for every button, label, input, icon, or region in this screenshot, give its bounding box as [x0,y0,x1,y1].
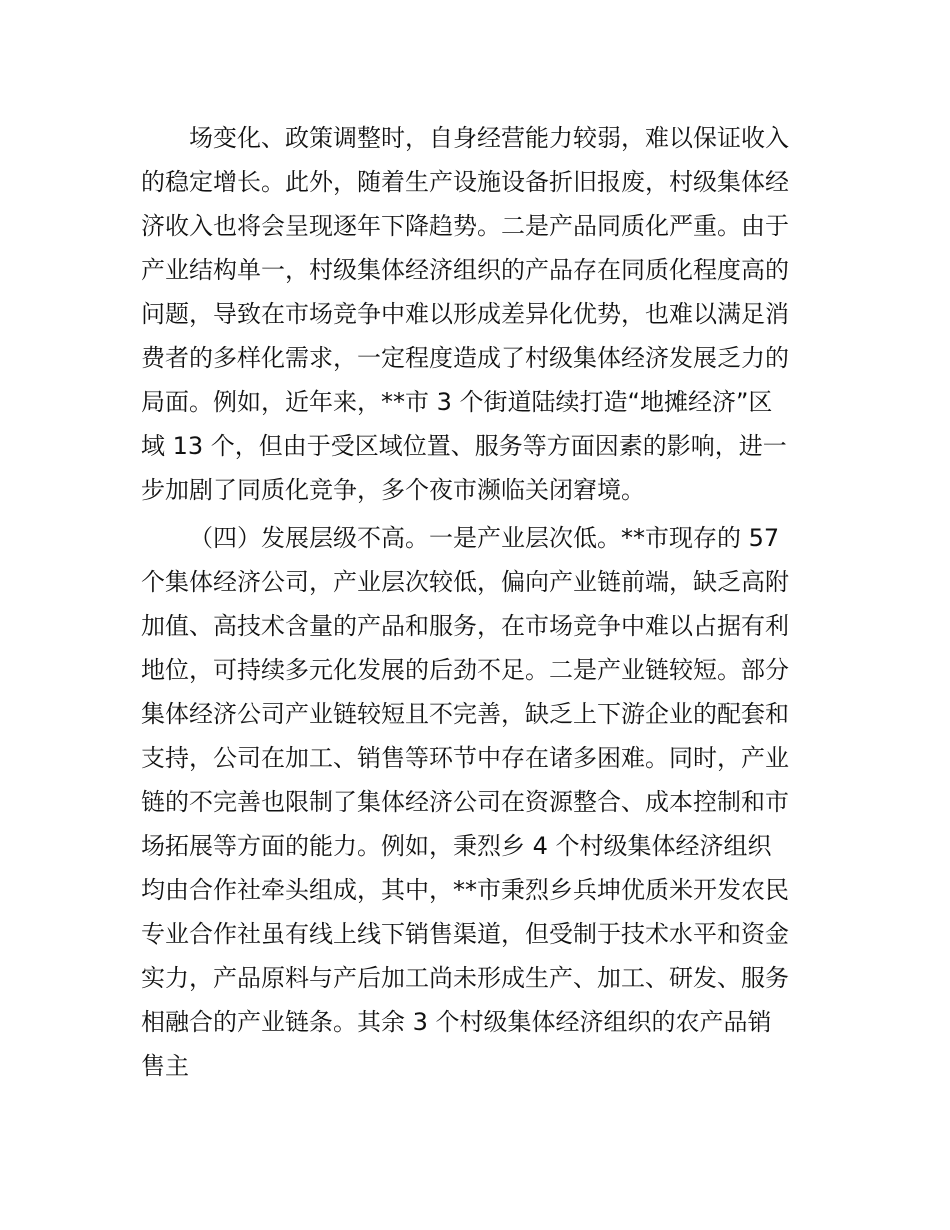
text-line: 场拓展等方面的能力。例如，秉烈乡 4 个村级集体经济组织 [141,832,772,860]
text-line: 售主 [141,1052,189,1080]
text-line: 费者的多样化需求，一定程度造成了村级集体经济发展乏力的 [141,344,789,372]
text-line: 的稳定增长。此外，随着生产设施设备折旧报废，村级集体经 [141,168,789,196]
text-line: 场变化、政策调整时，自身经营能力较弱，难以保证收入 [189,124,789,152]
paragraph-collective-economy-income [141,116,813,512]
text-line: 济收入也将会呈现逐年下降趋势。二是产品同质化严重。由于 [141,212,789,240]
paragraph-development-level [141,516,813,1088]
text-line: 支持，公司在加工、销售等环节中存在诸多困难。同时，产业 [141,744,789,772]
text-line: 链的不完善也限制了集体经济公司在资源整合、成本控制和市 [141,788,789,816]
text-line: 专业合作社虽有线上线下销售渠道，但受制于技术水平和资金 [141,920,789,948]
text-line: 实力，产品原料与产后加工尚未形成生产、加工、研发、服务 [141,964,789,992]
text-line: 地位，可持续多元化发展的后劲不足。二是产业链较短。部分 [141,656,789,684]
text-line: 局面。例如，近年来，**市 3 个街道陆续打造“地摊经济”区 [141,388,773,416]
text-line: 个集体经济公司，产业层次较低，偏向产业链前端，缺乏高附 [141,568,789,596]
text-line: 相融合的产业链条。其余 3 个村级集体经济组织的农产品销 [141,1008,772,1036]
text-line: （四）发展层级不高。一是产业层次低。**市现存的 57 [189,524,780,552]
text-line: 问题，导致在市场竞争中难以形成差异化优势，也难以满足消 [141,300,789,328]
text-line: 步加剧了同质化竞争，多个夜市濒临关闭窘境。 [141,476,645,504]
text-line: 集体经济公司产业链较短且不完善，缺乏上下游企业的配套和 [141,700,789,728]
text-line: 域 13 个，但由于受区域位置、服务等方面因素的影响，进一 [141,432,787,460]
text-line: 加值、高技术含量的产品和服务，在市场竞争中难以占据有利 [141,612,789,640]
text-line: 产业结构单一，村级集体经济组织的产品存在同质化程度高的 [141,256,789,284]
text-line: 均由合作社牵头组成，其中，**市秉烈乡兵坤优质米开发农民 [141,876,789,904]
